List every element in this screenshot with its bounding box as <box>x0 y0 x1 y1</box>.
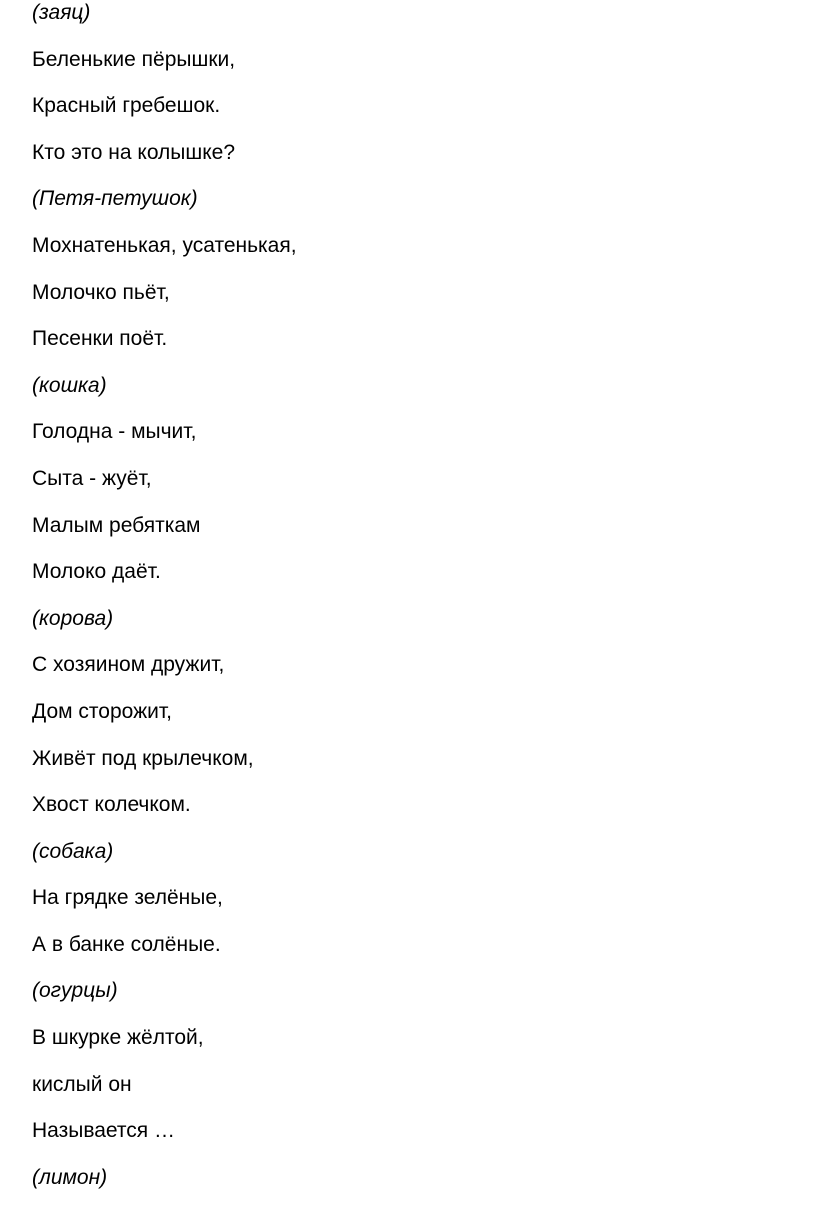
riddle-answer-lemon: (лимон) <box>32 1165 108 1189</box>
riddle-line: Молоко даёт. <box>32 560 161 584</box>
riddle-line: Голодна - мычит, <box>32 420 197 444</box>
riddle-answer-dog: (собака) <box>32 839 114 863</box>
riddle-line: Хвост колечком. <box>32 793 191 817</box>
riddle-answer-cow: (корова) <box>32 606 114 630</box>
riddle-answer-rooster: (Петя-петушок) <box>32 187 198 211</box>
riddle-line: Мохнатенькая, усатенькая, <box>32 233 297 257</box>
riddle-line: А в банке солёные. <box>32 932 221 956</box>
riddle-line: Малым ребяткам <box>32 513 201 537</box>
riddle-line: Кто это на колышке? <box>32 140 236 164</box>
document-body <box>32 0 792 1209</box>
riddle-line: Сыта - жуёт, <box>32 466 152 490</box>
riddle-line: Красный гребешок. <box>32 94 221 118</box>
riddle-answer-cucumbers: (огурцы) <box>32 979 118 1003</box>
riddle-line: Живёт под крылечком, <box>32 746 254 770</box>
riddle-line: Молочко пьёт, <box>32 280 170 304</box>
riddle-line: Песенки поёт. <box>32 327 168 351</box>
riddle-line: кислый он <box>32 1072 132 1096</box>
riddle-line: С хозяином дружит, <box>32 653 225 677</box>
riddle-line: На грядке зелёные, <box>32 886 223 910</box>
riddle-line: Дом сторожит, <box>32 699 172 723</box>
riddle-answer-cat: (кошка) <box>32 373 107 397</box>
riddle-line: Беленькие пёрышки, <box>32 47 236 71</box>
riddle-line: Называется … <box>32 1119 176 1143</box>
riddle-answer-hare: (заяц) <box>32 1 91 24</box>
riddle-line: В шкурке жёлтой, <box>32 1026 204 1050</box>
